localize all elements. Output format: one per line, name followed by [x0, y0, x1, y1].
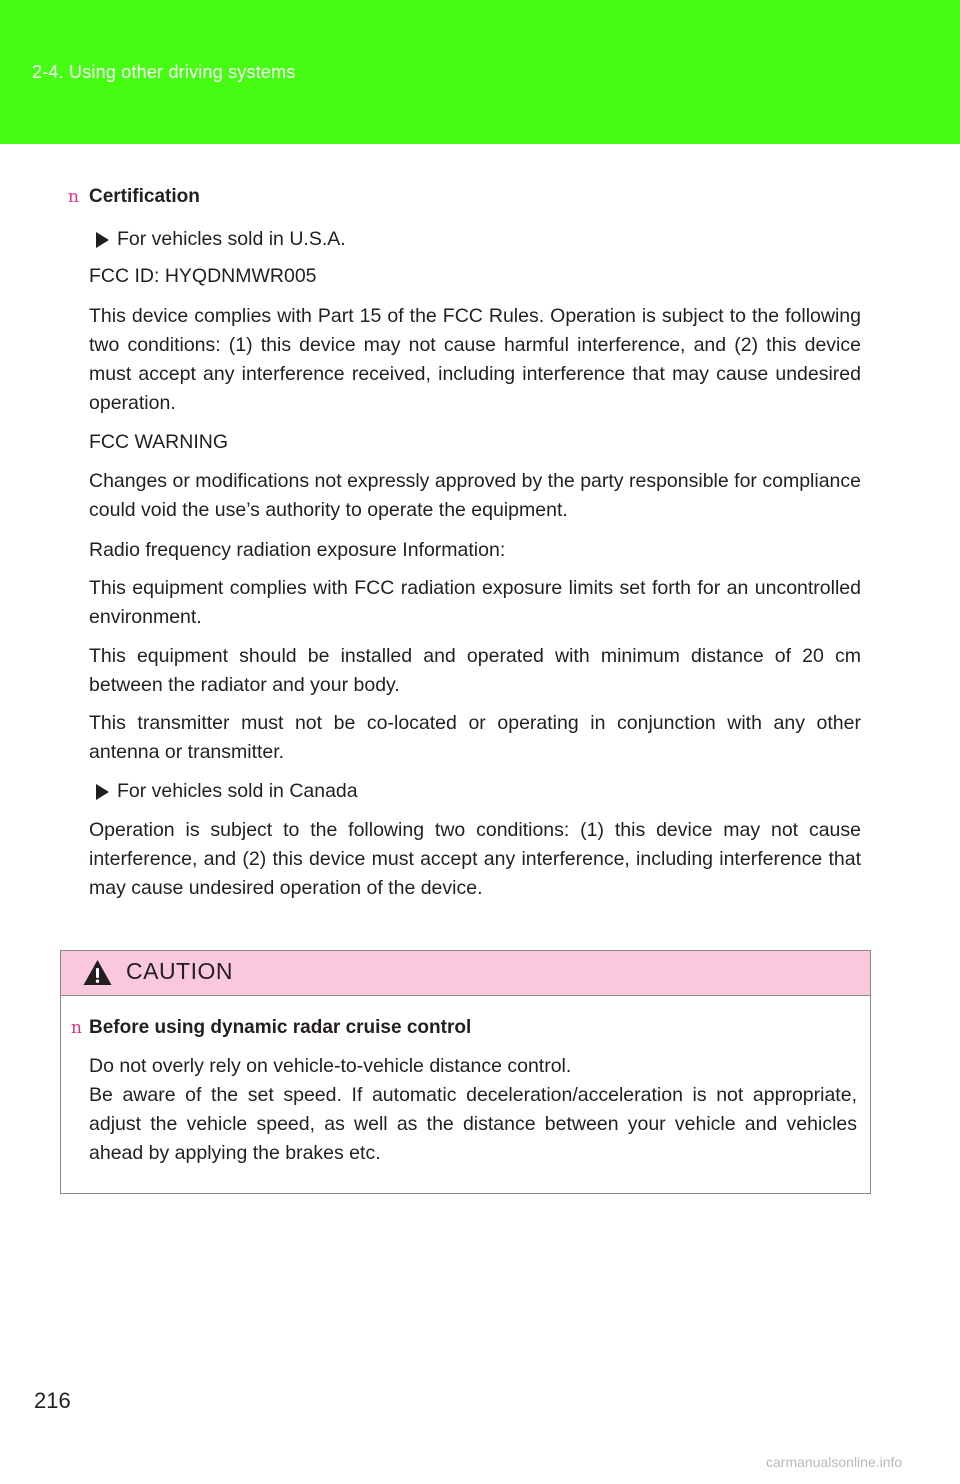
radiation-info-title: Radio frequency radiation exposure Information: [89, 539, 506, 561]
square-bullet-icon: n [71, 1018, 82, 1038]
radiation-limits-paragraph: This equipment complies with FCC radiation exposure limits set forth for an uncontrolled environment. [89, 577, 861, 628]
canada-subheading [96, 777, 856, 806]
fcc-id: FCC ID: HYQDNMWR005 [89, 265, 317, 287]
caution-heading: Before using dynamic radar cruise control [89, 1017, 472, 1038]
caution-header [61, 951, 870, 996]
fcc-warning-title: FCC WARNING [89, 431, 229, 453]
warning-triangle-icon [82, 958, 113, 987]
installation-distance-paragraph: This equipment should be installed and operated with minimum distance of 20 cm between the radiator and your body. [89, 645, 861, 696]
caution-title: CAUTION [126, 958, 233, 984]
watermark: carmanualsonline.info [766, 1454, 903, 1470]
modification-paragraph: Changes or modifications not expressly approved by the party responsible for compliance could void the use’s authority to operate the equipment. [89, 470, 861, 521]
certification-heading: Certification [89, 186, 200, 207]
fcc-compliance-paragraph: This device complies with Part 15 of the FCC Rules. Operation is subject to the following two conditions: (1) this device may not cause harmful interference, and (2) this device must accept any interference received, including interference that may cause undesired operation. [89, 305, 861, 414]
caution-paragraph-2: Be aware of the set speed. If automatic deceleration/acceleration is not appropriate, adjust the vehicle speed, as well as the distance between your vehicle and vehicles ahead by applying the brakes etc. [89, 1084, 857, 1164]
triangle-arrow-icon [96, 232, 109, 248]
usa-subheading [96, 225, 856, 254]
triangle-arrow-icon [96, 784, 109, 800]
canada-operation-paragraph: Operation is subject to the following two conditions: (1) this device may not cause interference, and (2) this device must accept any interference, including interference that may cause undesired operation of the device. [89, 819, 861, 899]
usa-label: For vehicles sold in U.S.A. [117, 228, 346, 250]
colocation-paragraph: This transmitter must not be co-located or operating in conjunction with any other antenna or transmitter. [89, 712, 861, 763]
caution-paragraph-1: Do not overly rely on vehicle-to-vehicle distance control. [89, 1055, 572, 1077]
section-title: 2-4. Using other driving systems [32, 62, 296, 82]
canada-label: For vehicles sold in Canada [117, 780, 358, 802]
caution-box [60, 950, 871, 1194]
caution-heading-row [71, 1017, 471, 1039]
page-header [0, 0, 960, 144]
square-bullet-icon: n [68, 187, 79, 207]
page-number: 216 [34, 1388, 71, 1413]
certification-heading-row [68, 186, 200, 208]
